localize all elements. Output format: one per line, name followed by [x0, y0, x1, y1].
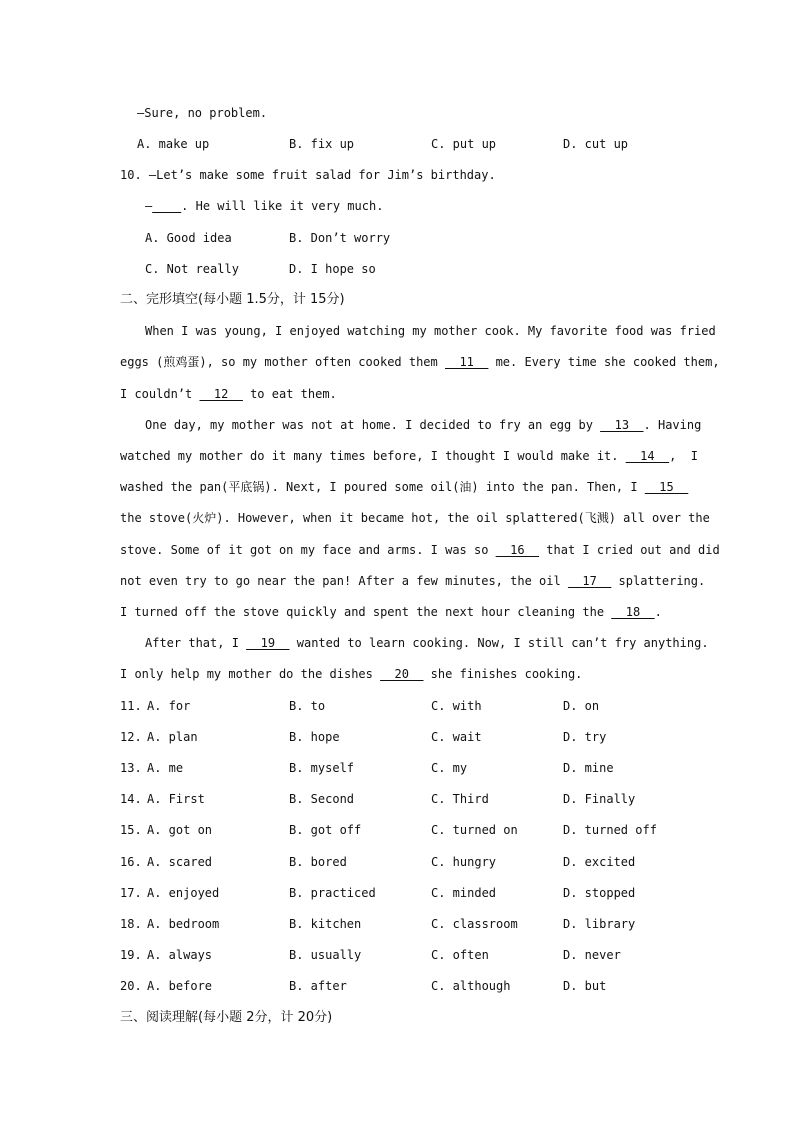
passage-text: I only help my mother do the dishes [120, 667, 381, 681]
passage-p1-line2 [120, 354, 720, 370]
q9-option-a: A. make up [137, 137, 210, 151]
section2-heading: 二、完形填空(每小题 1.5分，计 15分) [120, 292, 345, 307]
option-a: A. plan [147, 730, 198, 744]
q9-option-d: D. cut up [563, 137, 629, 151]
blank-16: __16__ [495, 543, 540, 557]
option-a: A. always [147, 948, 213, 962]
option-c: C. often [431, 948, 489, 962]
option-a: A. for [147, 699, 191, 713]
option-c: C. minded [431, 886, 497, 900]
blank-17: __17__ [567, 574, 612, 588]
option-a: A. got on [147, 823, 213, 837]
passage-text: . Having [643, 418, 702, 432]
option-b: B. usually [289, 948, 362, 962]
option-a: A. me [147, 761, 184, 775]
q10-option-d: D. I hope so [289, 262, 376, 276]
passage-p3-line2 [120, 666, 582, 682]
option-c: C. classroom [431, 917, 518, 931]
option-d: D. never [563, 948, 621, 962]
q10-prompt-text: —Let’s make some fruit salad for Jim’s birthday. [148, 168, 496, 182]
passage-p2-line1 [145, 417, 701, 433]
option-d: D. mine [563, 761, 614, 775]
passage-text: I turned off the stove quickly and spent the next hour cleaning the [120, 605, 612, 619]
q9-option-c: C. put up [431, 137, 497, 151]
passage-text: not even try to go near the pan! After a few minutes, the oil [120, 574, 568, 588]
q10-reply [145, 198, 383, 214]
option-d: D. Finally [563, 792, 636, 806]
question-number: 15. [120, 823, 142, 837]
option-c: C. Third [431, 792, 489, 806]
option-c: C. with [431, 699, 482, 713]
passage-text: that I cried out and did [539, 543, 720, 557]
option-d: D. on [563, 699, 600, 713]
passage-text: stove. Some of it got on my face and arms. I was so [120, 543, 496, 557]
option-b: B. practiced [289, 886, 376, 900]
option-c: C. my [431, 761, 468, 775]
option-c: C. wait [431, 730, 482, 744]
option-b: B. got off [289, 823, 362, 837]
passage-text: I couldn’t [120, 387, 200, 401]
passage-p2-line4: the stove(火炉). However, when it became hot, the oil splattered(飞溅) all over the [120, 511, 710, 525]
q10-reply-dash: — [145, 199, 153, 213]
option-d: D. try [563, 730, 607, 744]
blank-11: __11__ [445, 355, 489, 369]
option-a: A. before [147, 979, 213, 993]
question-number: 14. [120, 792, 142, 806]
blank-15: __15__ [644, 480, 689, 494]
q10-blank: ____ [152, 199, 182, 213]
option-a: A. scared [147, 855, 213, 869]
passage-p2-line7 [120, 604, 662, 620]
blank-18: __18__ [611, 605, 655, 619]
option-b: B. bored [289, 855, 347, 869]
question-number: 13. [120, 761, 142, 775]
passage-text: wanted to learn cooking. Now, I still can’t fry anything. [289, 636, 709, 650]
passage-text: eggs (煎鸡蛋), so my mother often cooked them [120, 355, 445, 369]
passage-p2-line2 [120, 448, 698, 464]
section3-heading: 三、阅读理解(每小题 2分，计 20分) [120, 1010, 333, 1025]
passage-p2-line6 [120, 573, 705, 589]
passage-text: splattering. [611, 574, 706, 588]
blank-14: __14__ [625, 449, 670, 463]
option-d: D. excited [563, 855, 636, 869]
passage-p1-line1: When I was young, I enjoyed watching my mother cook. My favorite food was fried [145, 324, 716, 338]
q10-reply-rest: . He will like it very much. [181, 199, 384, 213]
question-number: 20. [120, 979, 142, 993]
question-number: 19. [120, 948, 142, 962]
q9-reply: —Sure, no problem. [137, 106, 268, 120]
option-c: C. although [431, 979, 511, 993]
option-b: B. Second [289, 792, 355, 806]
question-number: 11. [120, 699, 142, 713]
passage-text: she finishes cooking. [423, 667, 583, 681]
option-d: D. but [563, 979, 607, 993]
option-d: D. turned off [563, 823, 657, 837]
passage-p3-line1 [145, 635, 709, 651]
option-a: A. First [147, 792, 205, 806]
passage-text: washed the pan(平底锅). Next, I poured some oil(油) into the pan. Then, I [120, 480, 645, 494]
passage-p1-line3 [120, 386, 337, 402]
passage-p2-line5 [120, 542, 720, 558]
option-a: A. bedroom [147, 917, 220, 931]
option-d: D. stopped [563, 886, 636, 900]
passage-p2-line3 [120, 479, 688, 495]
passage-text: me. Every time she cooked them, [488, 355, 720, 369]
question-number: 17. [120, 886, 142, 900]
q10-number: 10. [120, 168, 142, 182]
option-d: D. library [563, 917, 636, 931]
question-number: 18. [120, 917, 142, 931]
q10-option-a: A. Good idea [145, 231, 232, 245]
question-number: 12. [120, 730, 142, 744]
blank-20: __20__ [380, 667, 424, 681]
passage-text: . [654, 605, 662, 619]
passage-text: to eat them. [242, 387, 337, 401]
option-a: A. enjoyed [147, 886, 220, 900]
q10-prompt [120, 167, 496, 183]
q9-option-b: B. fix up [289, 137, 355, 151]
passage-text: After that, I [145, 636, 247, 650]
q10-option-b: B. Don’t worry [289, 231, 391, 245]
question-number: 16. [120, 855, 142, 869]
passage-text: One day, my mother was not at home. I decided to fry an egg by [145, 418, 601, 432]
option-b: B. kitchen [289, 917, 362, 931]
option-b: B. myself [289, 761, 355, 775]
blank-13: __13__ [600, 418, 644, 432]
blank-12: __12__ [199, 387, 243, 401]
option-b: B. hope [289, 730, 340, 744]
passage-text: watched my mother do it many times before, I thought I would make it. [120, 449, 626, 463]
option-c: C. hungry [431, 855, 497, 869]
blank-19: __19__ [246, 636, 290, 650]
option-b: B. to [289, 699, 326, 713]
option-b: B. after [289, 979, 347, 993]
passage-text: , I [669, 449, 698, 463]
option-c: C. turned on [431, 823, 518, 837]
q10-option-c: C. Not really [145, 262, 239, 276]
